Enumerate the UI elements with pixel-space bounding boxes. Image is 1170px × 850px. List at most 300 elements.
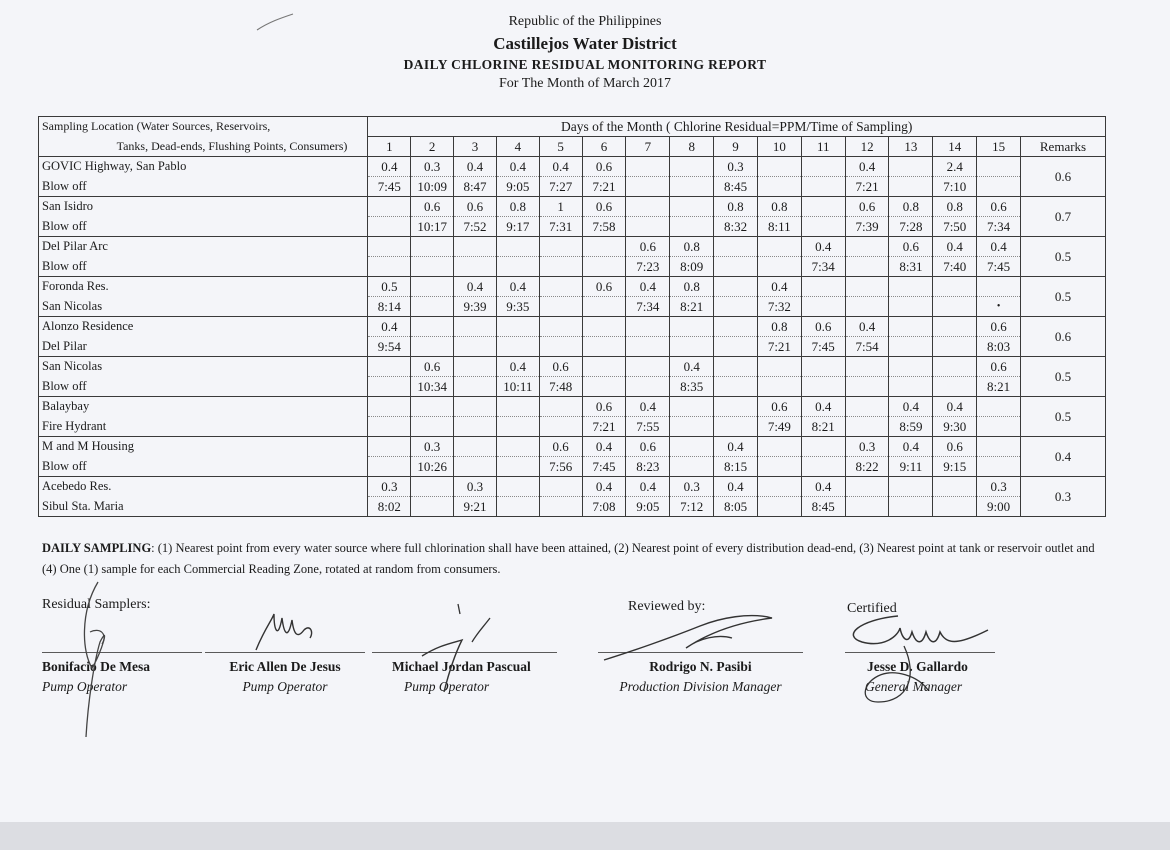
time-cell	[845, 377, 889, 397]
location-point: Fire Hydrant	[39, 417, 368, 437]
residual-cell: 0.8	[933, 197, 977, 217]
residual-cell: 0.4	[539, 157, 582, 177]
residual-cell	[626, 317, 670, 337]
table-row-time	[39, 497, 1106, 517]
residual-cell: 0.6	[411, 197, 454, 217]
time-cell	[801, 297, 845, 317]
time-cell	[801, 457, 845, 477]
residual-cell: 0.4	[845, 317, 889, 337]
residual-cell	[454, 237, 497, 257]
table-row-residual	[39, 157, 1106, 177]
reviewed-caption: Reviewed by:	[628, 599, 706, 614]
residual-cell	[977, 437, 1021, 457]
signature-scrawl-1	[70, 572, 130, 742]
residual-cell: 0.4	[626, 397, 670, 417]
time-cell	[454, 337, 497, 357]
table-row-time	[39, 257, 1106, 277]
residual-cell: 0.3	[368, 477, 411, 497]
residual-cell: 0.4	[933, 397, 977, 417]
residual-cell: 0.4	[454, 157, 497, 177]
time-cell	[582, 257, 626, 277]
residual-cell	[889, 357, 933, 377]
residual-cell: 0.3	[411, 157, 454, 177]
signature-scrawl-3	[418, 596, 498, 696]
time-cell: 8:21	[801, 417, 845, 437]
time-cell	[582, 337, 626, 357]
time-cell: 8:03	[977, 337, 1021, 357]
day-6-header: 6	[582, 137, 626, 157]
time-cell: 7:58	[582, 217, 626, 237]
remarks-cell: 0.5	[1021, 277, 1106, 317]
residual-cell: 0.6	[582, 277, 626, 297]
time-cell: 8:05	[714, 497, 758, 517]
time-cell: 7:31	[539, 217, 582, 237]
residual-cell	[496, 397, 539, 417]
day-number-row	[39, 137, 1106, 157]
time-cell: 7:45	[801, 337, 845, 357]
time-cell: 7:27	[539, 177, 582, 197]
residual-cell: 0.4	[757, 277, 801, 297]
residual-cell	[801, 357, 845, 377]
residual-cell	[670, 437, 714, 457]
table-row-time	[39, 217, 1106, 237]
time-cell: 7:34	[801, 257, 845, 277]
residual-cell	[801, 197, 845, 217]
residual-cell	[933, 277, 977, 297]
time-cell: 8:23	[626, 457, 670, 477]
residual-cell	[626, 357, 670, 377]
residual-cell	[714, 317, 758, 337]
signer-name: Jesse D. Gallardo	[867, 659, 968, 674]
residual-cell	[368, 357, 411, 377]
residual-cell	[626, 157, 670, 177]
time-cell	[626, 217, 670, 237]
residual-cell	[757, 237, 801, 257]
residual-cell: 0.3	[454, 477, 497, 497]
residual-cell: 0.8	[757, 317, 801, 337]
signer-name: Michael Jordan Pascual	[392, 659, 531, 674]
time-cell: 7:48	[539, 377, 582, 397]
residual-cell	[670, 197, 714, 217]
time-cell: 7:50	[933, 217, 977, 237]
residual-cell	[496, 477, 539, 497]
residual-cell	[496, 317, 539, 337]
time-cell: 8:11	[757, 217, 801, 237]
time-cell	[496, 497, 539, 517]
time-cell	[539, 497, 582, 517]
time-cell: 8:45	[801, 497, 845, 517]
residual-cell: 0.4	[889, 397, 933, 417]
location-name: Del Pilar Arc	[39, 237, 368, 257]
remarks-header: Remarks	[1021, 137, 1106, 157]
time-cell: 7:52	[454, 217, 497, 237]
time-cell	[626, 337, 670, 357]
residual-cell: 0.4	[801, 397, 845, 417]
table-row-residual	[39, 397, 1106, 417]
time-cell: 9:30	[933, 417, 977, 437]
time-cell: 8:21	[977, 377, 1021, 397]
residual-cell	[539, 477, 582, 497]
time-cell	[889, 497, 933, 517]
time-cell: 9:17	[496, 217, 539, 237]
residual-cell	[368, 197, 411, 217]
residual-cell	[714, 277, 758, 297]
residual-cell	[977, 157, 1021, 177]
residual-cell: 0.8	[714, 197, 758, 217]
time-cell: 7:45	[582, 457, 626, 477]
residual-cell: 0.6	[539, 357, 582, 377]
remarks-cell: 0.5	[1021, 237, 1106, 277]
time-cell	[801, 377, 845, 397]
time-cell: 9:35	[496, 297, 539, 317]
residual-cell: 0.4	[582, 437, 626, 457]
time-cell	[496, 337, 539, 357]
day-8-header: 8	[670, 137, 714, 157]
note-label: DAILY SAMPLING	[42, 541, 152, 555]
residual-cell	[411, 397, 454, 417]
time-cell	[496, 417, 539, 437]
time-cell	[411, 497, 454, 517]
residual-cell: 0.6	[977, 317, 1021, 337]
residual-cell	[845, 237, 889, 257]
residual-cell: 0.3	[845, 437, 889, 457]
time-cell: 7:08	[582, 497, 626, 517]
time-cell	[845, 257, 889, 277]
residual-cell: 0.6	[626, 437, 670, 457]
location-name: Acebedo Res.	[39, 477, 368, 497]
residual-cell: 0.8	[670, 277, 714, 297]
residual-cell: 0.6	[977, 197, 1021, 217]
time-cell: 7:39	[845, 217, 889, 237]
day-13-header: 13	[889, 137, 933, 157]
time-cell	[801, 177, 845, 197]
time-cell: 8:14	[368, 297, 411, 317]
residual-cell	[801, 437, 845, 457]
time-cell	[539, 337, 582, 357]
location-name: GOVIC Highway, San Pablo	[39, 157, 368, 177]
location-point: San Nicolas	[39, 297, 368, 317]
table-row-time	[39, 297, 1106, 317]
time-cell: 7:10	[933, 177, 977, 197]
time-cell	[582, 377, 626, 397]
residual-cell	[977, 277, 1021, 297]
note-text: : (1) Nearest point from every water source where full chlorination shall have been attained, (2) Nearest point of every distribution dead-end, (3) Nearest point at tank or reservoir outlet and (4) One (1) sample for each Commercial Reading Zone, rotated at random from consumers.	[42, 541, 1095, 576]
residual-cell	[714, 357, 758, 377]
time-cell: 7:45	[977, 257, 1021, 277]
location-header-line2: Tanks, Dead-ends, Flushing Points, Consumers)	[39, 137, 368, 157]
time-cell	[933, 337, 977, 357]
residual-cell: 0.4	[626, 477, 670, 497]
residual-cell: 0.6	[801, 317, 845, 337]
residual-cell	[889, 277, 933, 297]
signer-role: General Manager	[865, 679, 963, 694]
residual-cell	[801, 277, 845, 297]
report-period: For The Month of March 2017	[499, 76, 671, 91]
table-row-time	[39, 417, 1106, 437]
table-row-time	[39, 337, 1106, 357]
time-cell	[889, 337, 933, 357]
signature-scrawl-4	[600, 608, 780, 668]
residual-cell: 0.6	[757, 397, 801, 417]
residual-cell: 0.8	[496, 197, 539, 217]
residual-cell	[889, 477, 933, 497]
time-cell: 8:15	[714, 457, 758, 477]
residual-cell	[889, 317, 933, 337]
certified-caption: Certified	[847, 601, 897, 616]
residual-cell: 0.4	[801, 237, 845, 257]
time-cell: •	[977, 297, 1021, 317]
location-name: San Isidro	[39, 197, 368, 217]
time-cell	[368, 217, 411, 237]
residual-cell	[368, 397, 411, 417]
daily-sampling-note	[42, 538, 1112, 580]
residual-cell	[845, 357, 889, 377]
residual-cell: 0.4	[801, 477, 845, 497]
location-point: Sibul Sta. Maria	[39, 497, 368, 517]
time-cell: 10:09	[411, 177, 454, 197]
residual-cell: 0.4	[933, 237, 977, 257]
residual-cell	[714, 397, 758, 417]
residual-cell: 2.4	[933, 157, 977, 177]
time-cell: 8:32	[714, 217, 758, 237]
residual-cell: 0.4	[582, 477, 626, 497]
day-9-header: 9	[714, 137, 758, 157]
time-cell: 9:15	[933, 457, 977, 477]
day-11-header: 11	[801, 137, 845, 157]
day-5-header: 5	[539, 137, 582, 157]
location-point: Blow off	[39, 177, 368, 197]
time-cell: 7:21	[582, 177, 626, 197]
day-14-header: 14	[933, 137, 977, 157]
time-cell: 7:32	[757, 297, 801, 317]
time-cell	[454, 457, 497, 477]
residual-cell: 0.3	[714, 157, 758, 177]
location-point: Blow off	[39, 257, 368, 277]
remarks-cell: 0.6	[1021, 317, 1106, 357]
residual-cell	[757, 157, 801, 177]
time-cell: 9:39	[454, 297, 497, 317]
residual-cell	[626, 197, 670, 217]
time-cell	[977, 457, 1021, 477]
residual-cell	[582, 357, 626, 377]
time-cell: 9:05	[626, 497, 670, 517]
residual-cell: 0.6	[933, 437, 977, 457]
residual-cell: 0.6	[626, 237, 670, 257]
table-body	[39, 157, 1106, 517]
time-cell: 7:28	[889, 217, 933, 237]
table-row-residual	[39, 317, 1106, 337]
days-header: Days of the Month ( Chlorine Residual=PPM/Time of Sampling)	[368, 117, 1106, 137]
residual-cell	[539, 397, 582, 417]
residual-cell	[933, 357, 977, 377]
time-cell	[368, 457, 411, 477]
time-cell	[714, 377, 758, 397]
residual-cell: 0.6	[977, 357, 1021, 377]
time-cell: 9:21	[454, 497, 497, 517]
remarks-cell: 0.4	[1021, 437, 1106, 477]
residual-cell	[670, 317, 714, 337]
location-header-line1: Sampling Location (Water Sources, Reservoirs,	[39, 117, 368, 137]
time-cell: 9:05	[496, 177, 539, 197]
time-cell: 9:11	[889, 457, 933, 477]
residual-cell: 0.6	[582, 397, 626, 417]
table-row-residual	[39, 477, 1106, 497]
residual-cell: 0.3	[670, 477, 714, 497]
time-cell: 8:59	[889, 417, 933, 437]
time-cell	[411, 417, 454, 437]
time-cell	[714, 417, 758, 437]
residual-cell	[801, 157, 845, 177]
residual-cell	[714, 237, 758, 257]
remarks-cell: 0.3	[1021, 477, 1106, 517]
residual-cell: 0.8	[670, 237, 714, 257]
residual-cell	[496, 437, 539, 457]
time-cell: 7:56	[539, 457, 582, 477]
residual-cell	[454, 357, 497, 377]
time-cell	[368, 257, 411, 277]
residual-cell	[582, 317, 626, 337]
residual-cell: 0.4	[368, 157, 411, 177]
time-cell	[933, 377, 977, 397]
residual-cell: 0.4	[670, 357, 714, 377]
residual-cell	[757, 477, 801, 497]
residual-cell: 0.6	[539, 437, 582, 457]
residual-cell: 0.4	[845, 157, 889, 177]
time-cell: 8:45	[714, 177, 758, 197]
time-cell: 8:31	[889, 257, 933, 277]
signer-name: Rodrigo N. Pasibi	[649, 659, 752, 674]
time-cell	[454, 257, 497, 277]
time-cell	[496, 257, 539, 277]
time-cell: 9:54	[368, 337, 411, 357]
time-cell	[368, 417, 411, 437]
time-cell	[714, 337, 758, 357]
location-point: Blow off	[39, 377, 368, 397]
time-cell: 10:11	[496, 377, 539, 397]
time-cell: 8:02	[368, 497, 411, 517]
time-cell: 7:49	[757, 417, 801, 437]
remarks-cell: 0.6	[1021, 157, 1106, 197]
residual-cell	[411, 277, 454, 297]
residual-cell: 1	[539, 197, 582, 217]
residual-cell: 0.4	[496, 157, 539, 177]
time-cell	[582, 297, 626, 317]
residual-cell	[539, 317, 582, 337]
location-name: San Nicolas	[39, 357, 368, 377]
residual-cell: 0.6	[582, 197, 626, 217]
time-cell: 10:17	[411, 217, 454, 237]
table-row-time	[39, 457, 1106, 477]
residual-cell	[411, 317, 454, 337]
time-cell	[670, 457, 714, 477]
time-cell	[411, 337, 454, 357]
signer-name: Eric Allen De Jesus	[229, 659, 341, 674]
residual-cell	[977, 397, 1021, 417]
time-cell: 10:34	[411, 377, 454, 397]
time-cell: 7:21	[582, 417, 626, 437]
remarks-cell: 0.5	[1021, 357, 1106, 397]
residual-cell	[368, 437, 411, 457]
residual-cell	[670, 157, 714, 177]
residual-cell	[368, 237, 411, 257]
residual-cell: 0.4	[496, 277, 539, 297]
residual-cell: 0.8	[889, 197, 933, 217]
time-cell: 7:23	[626, 257, 670, 277]
time-cell	[845, 417, 889, 437]
residual-cell: 0.4	[368, 317, 411, 337]
table-row-residual	[39, 237, 1106, 257]
table-row-residual	[39, 277, 1106, 297]
signer-role: Pump Operator	[404, 679, 490, 694]
residual-cell	[845, 477, 889, 497]
residual-cell: 0.3	[411, 437, 454, 457]
time-cell	[889, 377, 933, 397]
time-cell	[977, 177, 1021, 197]
time-cell	[845, 297, 889, 317]
residual-cell: 0.3	[977, 477, 1021, 497]
residual-cell	[454, 317, 497, 337]
residual-cell	[845, 277, 889, 297]
signer-2	[205, 652, 365, 695]
time-cell: 7:12	[670, 497, 714, 517]
residual-cell: 0.4	[977, 237, 1021, 257]
day-10-header: 10	[757, 137, 801, 157]
table-row-residual	[39, 437, 1106, 457]
residual-cell: 0.4	[714, 437, 758, 457]
time-cell: 8:35	[670, 377, 714, 397]
signer-role: Production Division Manager	[619, 679, 782, 694]
residual-cell	[539, 237, 582, 257]
day-15-header: 15	[977, 137, 1021, 157]
time-cell: 7:55	[626, 417, 670, 437]
time-cell: 7:45	[368, 177, 411, 197]
time-cell: 10:26	[411, 457, 454, 477]
location-name: Alonzo Residence	[39, 317, 368, 337]
residual-cell: 0.4	[714, 477, 758, 497]
residual-cell	[411, 237, 454, 257]
time-cell: 7:21	[845, 177, 889, 197]
time-cell	[714, 297, 758, 317]
residual-cell: 0.6	[582, 157, 626, 177]
day-3-header: 3	[454, 137, 497, 157]
time-cell	[757, 457, 801, 477]
time-cell	[539, 417, 582, 437]
location-name: Foronda Res.	[39, 277, 368, 297]
time-cell: 8:09	[670, 257, 714, 277]
time-cell: 8:22	[845, 457, 889, 477]
time-cell: 7:54	[845, 337, 889, 357]
day-7-header: 7	[626, 137, 670, 157]
time-cell	[714, 257, 758, 277]
time-cell	[411, 297, 454, 317]
time-cell	[757, 497, 801, 517]
day-12-header: 12	[845, 137, 889, 157]
time-cell	[757, 257, 801, 277]
location-name: Balaybay	[39, 397, 368, 417]
time-cell: 7:34	[977, 217, 1021, 237]
time-cell	[933, 297, 977, 317]
residual-cell	[933, 317, 977, 337]
scan-bottom-edge	[0, 822, 1170, 850]
remarks-cell: 0.5	[1021, 397, 1106, 437]
residual-cell	[757, 357, 801, 377]
time-cell	[757, 377, 801, 397]
residual-cell	[933, 477, 977, 497]
time-cell	[368, 377, 411, 397]
time-cell	[757, 177, 801, 197]
time-cell: 7:40	[933, 257, 977, 277]
signature-scrawl-5	[838, 606, 998, 716]
